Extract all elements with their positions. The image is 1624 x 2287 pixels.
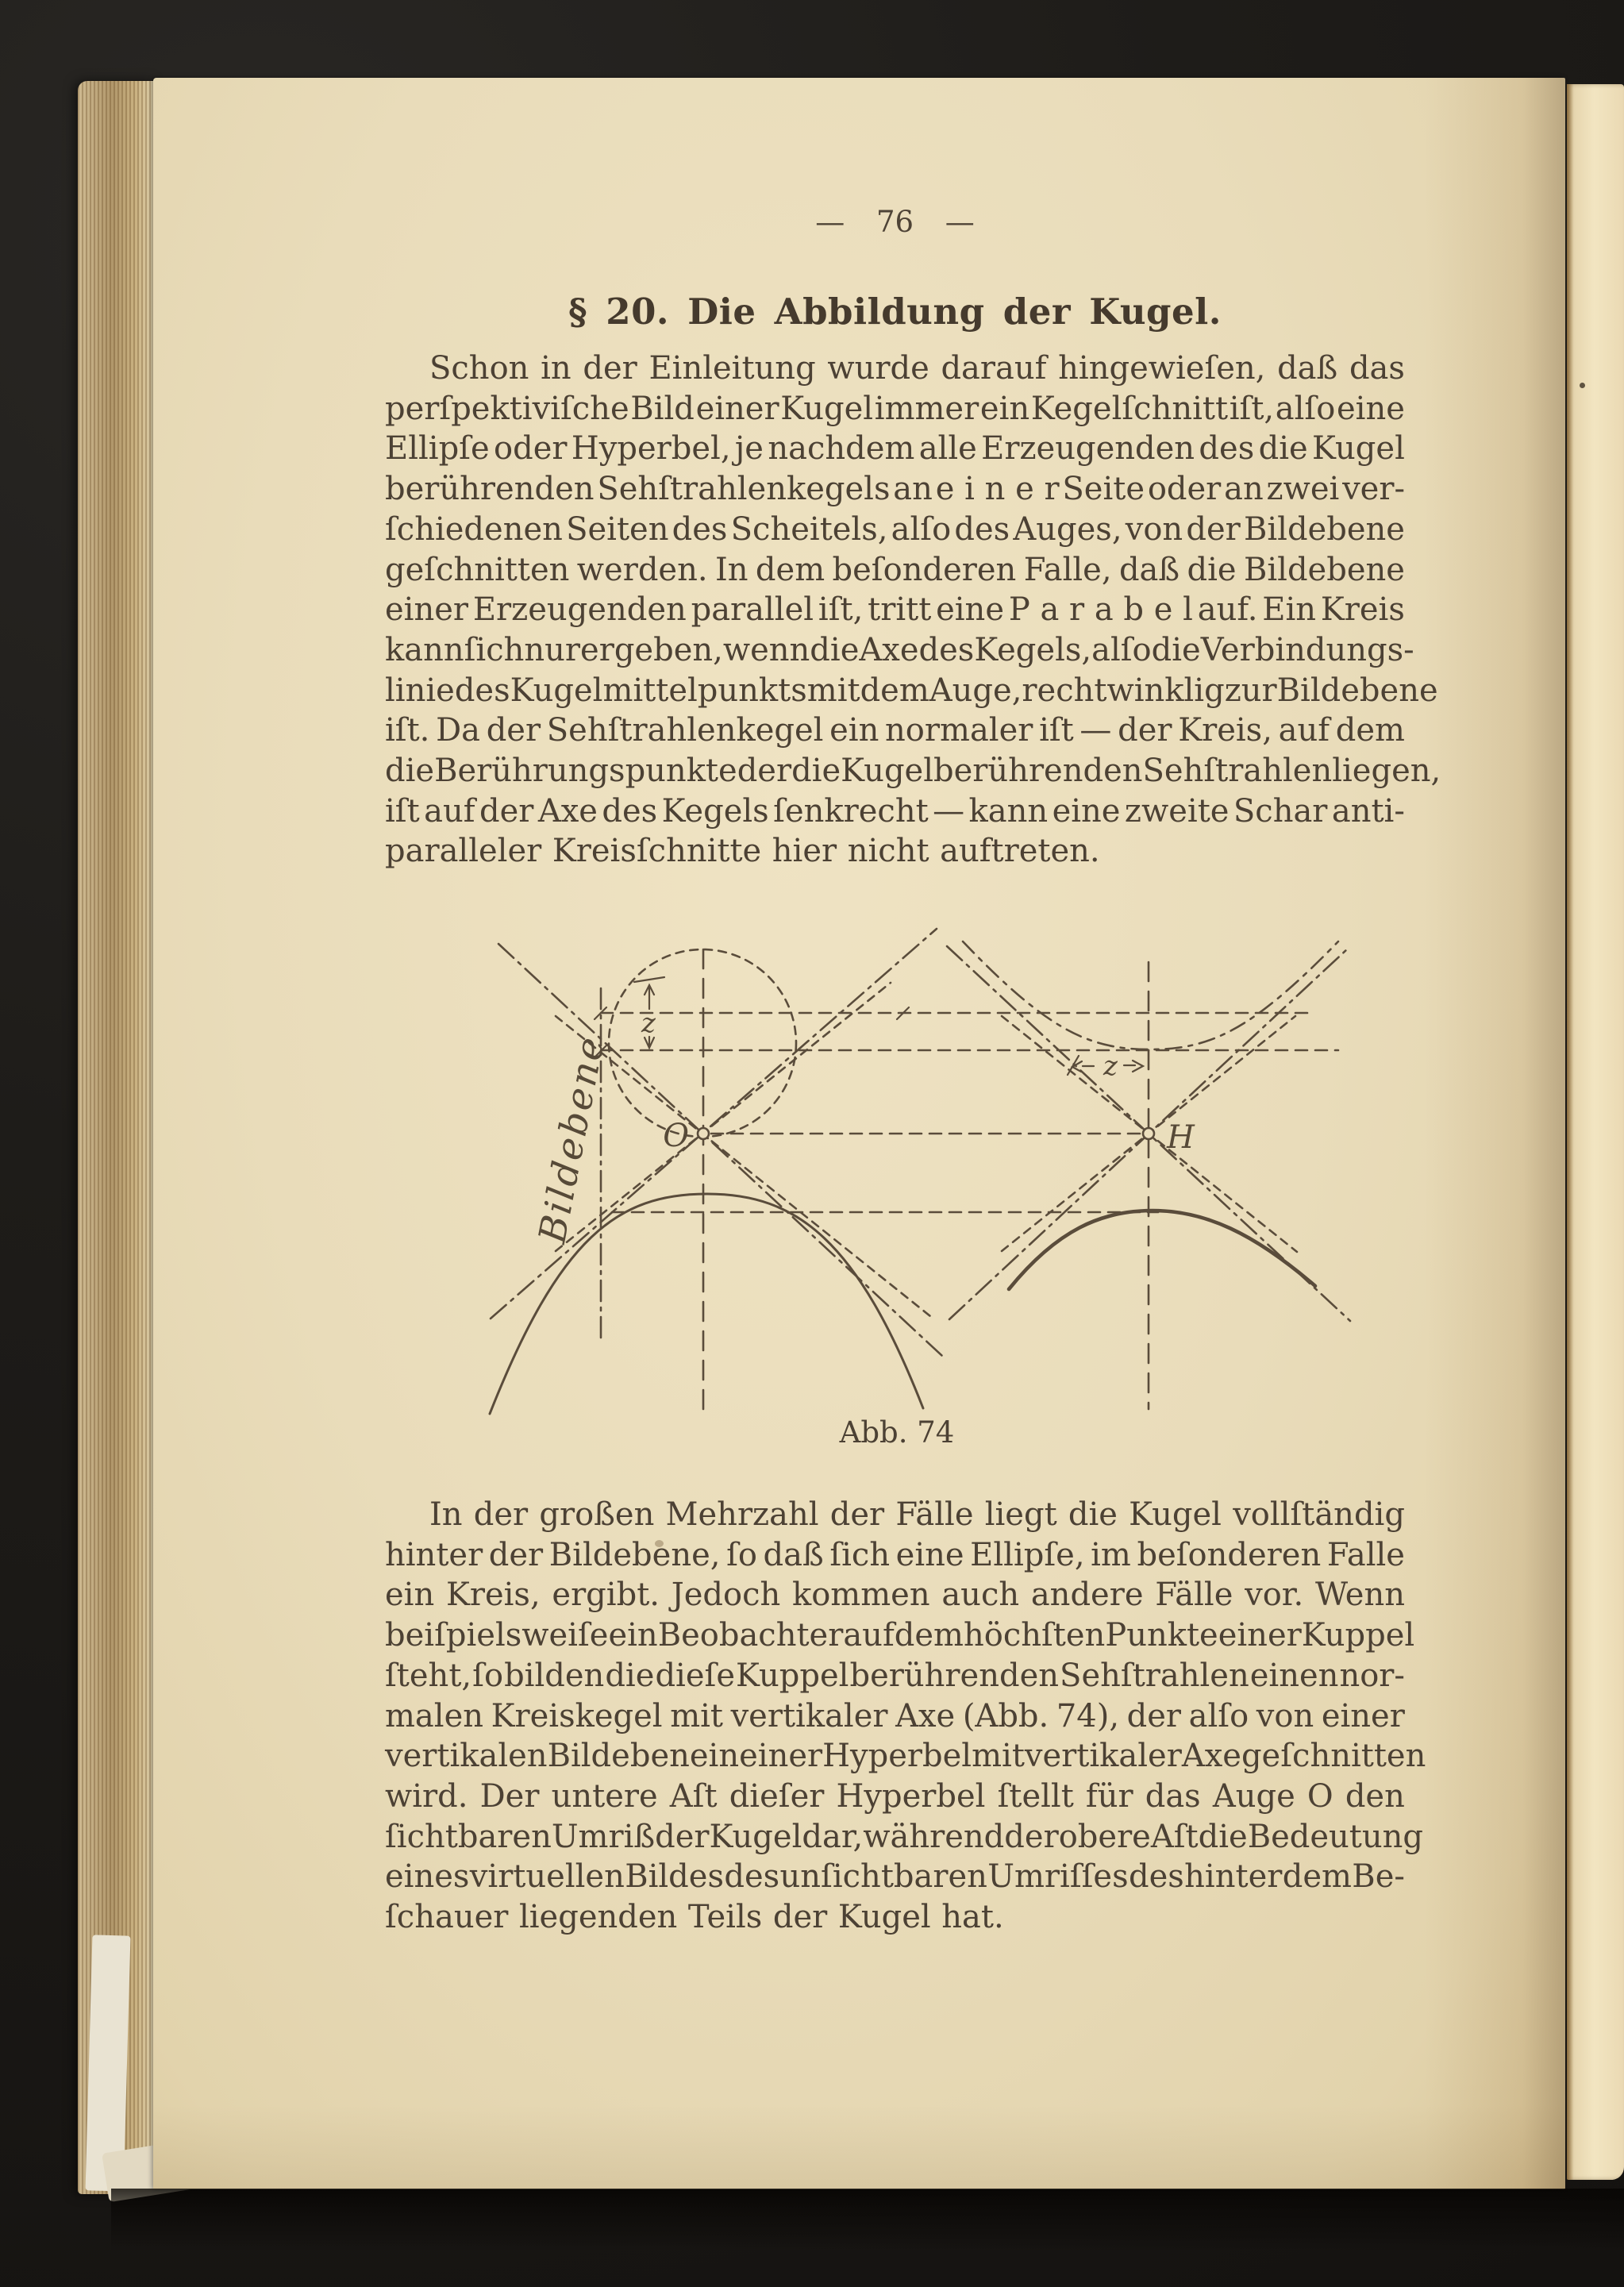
tangent-o-1 bbox=[556, 1016, 934, 1319]
text-line: Schon in der Einleitung wurde darauf hingewieſen, daß das bbox=[429, 350, 1405, 387]
point-h-marker bbox=[1143, 1128, 1154, 1139]
adjacent-page-sliver bbox=[1567, 84, 1624, 2180]
text-line: In der großen Mehrzahl der Fälle liegt die Kugel vollſtändig bbox=[429, 1496, 1405, 1533]
text-line: ein Kreis, ergibt. Jedoch kommen auch andere Fälle vor. Wenn bbox=[385, 1577, 1405, 1614]
text-line: iſt. Da der Sehſtrahlenkegel ein normaler iſt — der Kreis, auf dem bbox=[385, 712, 1405, 749]
dimension-z-right bbox=[1068, 1050, 1143, 1082]
text-line: Ellipſe oder Hyperbel, je nachdem alle Erzeugenden des die Kugel bbox=[385, 430, 1405, 468]
figure-caption: Abb. 74 bbox=[839, 1415, 955, 1450]
tangent-o-2 bbox=[556, 983, 891, 1251]
paragraph-1 bbox=[385, 348, 1441, 872]
hyperbola-upper-branch bbox=[963, 941, 1338, 1049]
text-line: ſchauer liegenden Teils der Kugel hat. bbox=[385, 1899, 1004, 1936]
text-line: die Berührungspunkte der die Kugel berührenden Sehſtrahlen liegen, bbox=[385, 753, 1441, 790]
page-stack-edge bbox=[78, 81, 155, 2194]
page-drop-shadow bbox=[111, 2189, 1624, 2252]
text-line: paralleler Kreisſchnitte hier nicht auftreten. bbox=[385, 833, 1100, 870]
point-h-label: H bbox=[1167, 1119, 1195, 1156]
page-number: — 76 — bbox=[815, 205, 975, 239]
text-line: ſichtbaren Umriß der Kugel dar, während der obere Aſt die Bedeutung bbox=[385, 1818, 1424, 1855]
paragraph-2 bbox=[385, 1495, 1426, 1938]
book-page bbox=[153, 78, 1565, 2189]
text-line: ſteht, ſo bilden die dieſe Kuppel berührenden Sehſtrahlen einen nor- bbox=[385, 1657, 1405, 1694]
point-o-marker bbox=[698, 1128, 709, 1139]
text-line: kann ſich nur ergeben, wenn die Axe des Kegels, alſo die Verbindungs- bbox=[385, 631, 1414, 668]
text-line: berührenden Sehſtrahlenkegels an e i n e r Seite oder an zwei ver- bbox=[385, 471, 1405, 508]
point-o-label: O bbox=[663, 1118, 689, 1154]
text-line: malen Kreiskegel mit vertikaler Axe (Abb. 74), der alſo von einer bbox=[385, 1697, 1405, 1735]
text-line: beiſpielsweiſe ein Beobachter auf dem höchſten Punkte einer Kuppel bbox=[385, 1617, 1415, 1654]
text-line: perſpektiviſche Bild einer Kugel immer ein Kegelſchnitt iſt, alſo eine bbox=[385, 390, 1405, 427]
construction-lines bbox=[491, 929, 1350, 1409]
text-line: geſchnitten werden. In dem beſonderen Falle, daß die Bildebene bbox=[385, 551, 1405, 588]
text-line: ſchiedenen Seiten des Scheitels, alſo des Auges, von der Bildebene bbox=[385, 510, 1405, 548]
margin-speck bbox=[1580, 383, 1585, 388]
figure-abb-74 bbox=[429, 905, 1365, 1469]
text-line: vertikalen Bildebene in einer Hyperbel mit vertikaler Axe geſchnitten bbox=[385, 1738, 1426, 1775]
dim-z-left-label: z bbox=[641, 1007, 656, 1039]
text-line: wird. Der untere Aſt dieſer Hyperbel ſtellt für das Auge O den bbox=[385, 1777, 1405, 1815]
hyperbola-lower-branch-right bbox=[1009, 1211, 1315, 1289]
text-line: iſt auf der Axe des Kegels ſenkrecht — kann eine zweite Schar anti- bbox=[385, 792, 1405, 830]
text-line: hinter der Bildebene, ſo daß ſich eine Ellipſe, im beſonderen Falle bbox=[385, 1536, 1405, 1573]
dim-z-right-label: z bbox=[1103, 1050, 1118, 1082]
bildebene-label: Bildebene bbox=[530, 1031, 614, 1247]
text-line: eines virtuellen Bildes des unſichtbaren Umriſſes des hinter dem Be- bbox=[385, 1858, 1405, 1896]
text-line: einer Erzeugenden parallel iſt, tritt eine P a r a b e l auf. Ein Kreis bbox=[385, 591, 1405, 629]
text-line: linie des Kugelmittelpunkts mit dem Auge, rechtwinklig zur Bildebene bbox=[385, 672, 1438, 709]
section-heading: § 20. Die Abbildung der Kugel. bbox=[568, 291, 1222, 333]
